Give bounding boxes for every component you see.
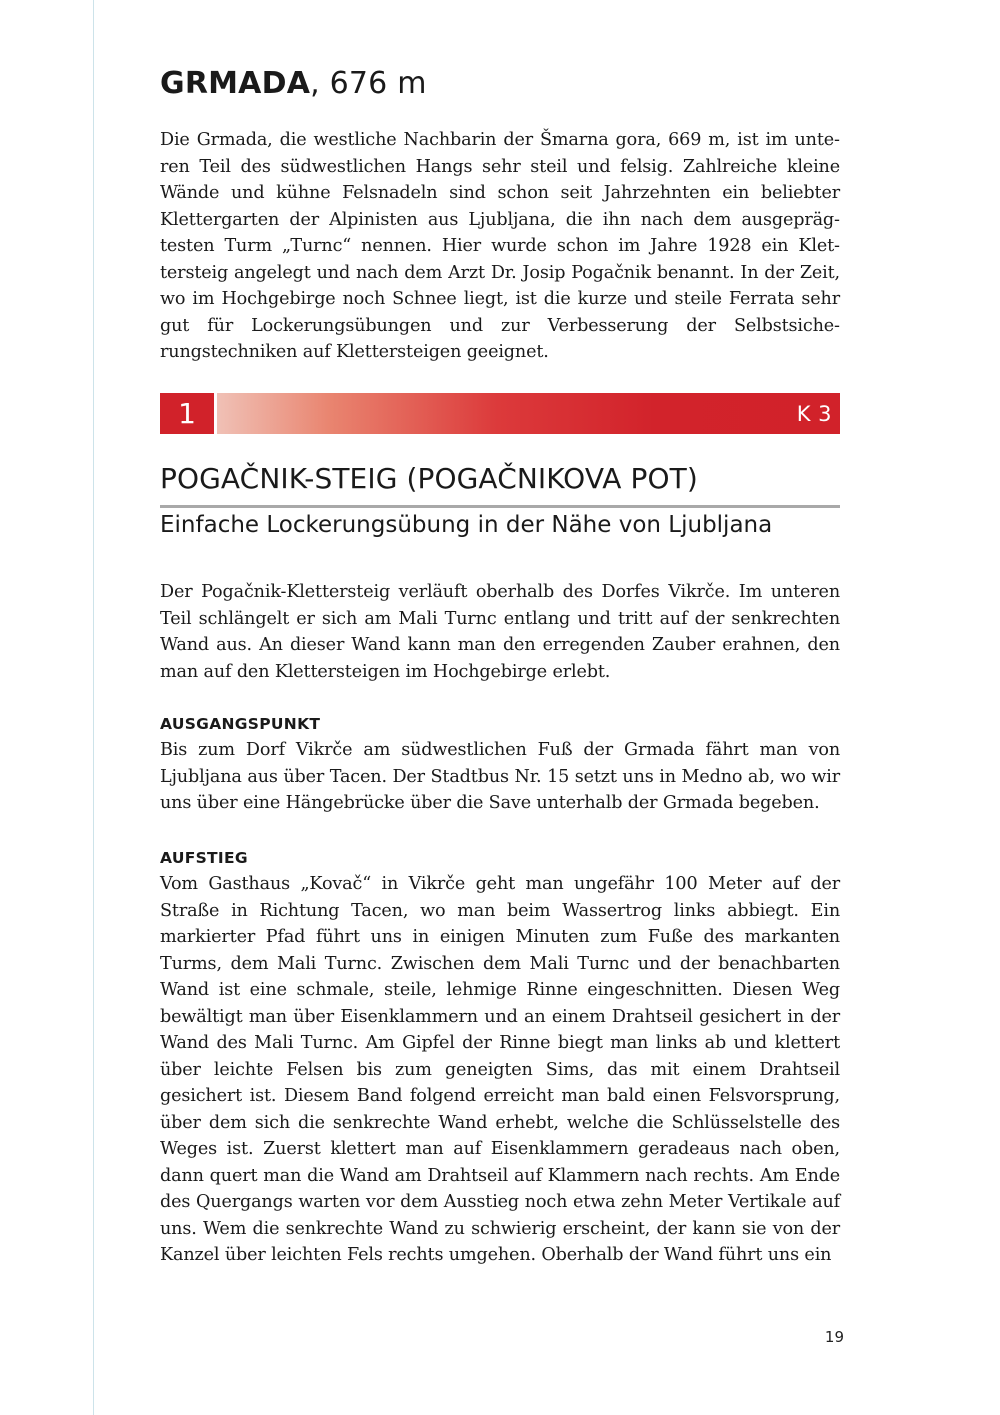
route-header-bar <box>160 393 840 434</box>
route-description: Der Pogačnik-Klettersteig verläuft oberhalb des Dorfes Vikrče. Im unteren Teil schlängelt er sich am Mali Turnc entlang und tritt auf der senkrechten Wand aus. An dieser Wand kann man den erregenden Zauber erahnen, den man auf den Klettersteigen im Hochgebirge erlebt. <box>160 582 840 682</box>
page-gutter-line <box>93 0 94 1415</box>
route-gradient-band <box>217 393 840 434</box>
section-heading-start: AUSGANGSPUNKT <box>160 715 321 733</box>
section-ascent <box>160 848 840 1269</box>
section-text-ascent: Vom Gasthaus „Kovač“ in Vikrče geht man ungefähr 100 Meter auf der Straße in Richtung Tacen, wo man beim Wassertrog links abbiegt. Ein markierter Pfad führt uns in einigen Minuten zum Fuße des markanten Turms, dem Mali Turnc. Zwischen dem Mali Turnc und der benachbarten Wand ist eine schmale, steile, lehmige Rinne eingeschnitten. Diesen Weg bewältigt man über Eisenklammern und an einem Drahtseil gesichert in der Wand des Mali Turnc. Am Gipfel der Rinne biegt man links ab und klettert über leichte Felsen bis zum geneigten Sims, das mit einem Drahtseil gesichert ist. Diesem Band folgend erreicht man bald einen Felsvorsprung, über dem sich die senkrechte Wand erhebt, welche die Schlüsselstelle des Weges ist. Zuerst klettert man auf Eisenklammern geradeaus nach oben, dann quert man die Wand am Drahtseil auf Klammern nach rechts. Am Ende des Quergangs warten vor dem Ausstieg noch etwa zehn Meter Vertikale auf uns. Wem die senkrechte Wand zu schwierig erscheint, der kann sie von der Kanzel über leichten Fels rechts umgehen. Oberhalb der Wand führt uns ein <box>160 874 840 1265</box>
mountain-name: GRMADA <box>160 66 311 101</box>
route-subtitle: Einfache Lockerungsübung in der Nähe von Ljubljana <box>160 512 773 538</box>
mountain-title <box>160 66 427 101</box>
route-title: POGAČNIK-STEIG (POGAČNIKOVA POT) <box>160 462 698 495</box>
section-starting-point <box>160 714 840 817</box>
section-text-start: Bis zum Dorf Vikrče am südwestlichen Fuß der Grmada fährt man von Ljubljana aus über Tacen. Der Stadtbus Nr. 15 setzt uns in Medno ab, wo wir uns über eine Hängebrücke über die Save unterhalb der Grmada begeben. <box>160 740 840 813</box>
mountain-elevation: , 676 m <box>310 66 427 101</box>
section-heading-ascent: AUFSTIEG <box>160 849 248 867</box>
route-difficulty-grade: K 3 <box>796 401 832 426</box>
intro-paragraph: Die Grmada, die westliche Nachbarin der Šmarna gora, 669 m, ist im unteren Teil des südwestlichen Hangs sehr steil und felsig. Zahlreiche kleine Wände und kühne Felsnadeln sind schon seit Jahrzehnten ein beliebter Klettergarten der Alpinisten aus Ljubljana, die ihn nach dem ausgeprägtesten Turm „Turnc“ nennen. Hier wurde schon im Jahre 1928 ein Klettersteig angelegt und nach dem Arzt Dr. Josip Pogačnik benannt. In der Zeit, wo im Hochgebirge noch Schnee liegt, ist die kurze und steile Ferrata sehr gut für Lockerungsübungen und zur Verbesserung der Selbstsicherungstechniken auf Klettersteigen geeignet. <box>160 130 840 362</box>
page-number: 19 <box>824 1328 844 1346</box>
route-number-badge: 1 <box>160 393 214 434</box>
title-divider <box>160 505 840 508</box>
